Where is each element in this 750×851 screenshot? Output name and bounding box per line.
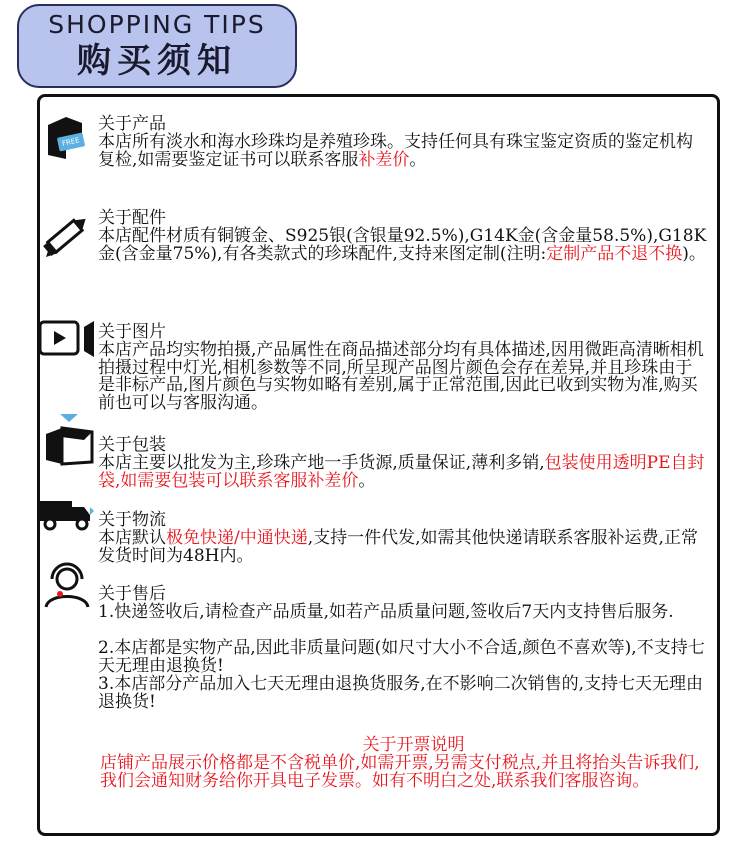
delivery-truck-icon — [38, 497, 94, 533]
invoice-section — [100, 736, 707, 790]
section-logistics-heading: 关于物流 — [98, 510, 166, 530]
after-sales-line-2: 2.本店都是实物产品,因此非质量问题(如尺寸大小不合适,颜色不喜欢等),不支持七天无理由退换货! — [98, 638, 705, 676]
video-play-icon — [38, 319, 96, 359]
section-product-text: 本店所有淡水和海水珍珠均是养殖珍珠。支持任何具有珠宝鉴定资质的鉴定机构复检,如需要鉴定证书可以联系客服补差价。 — [98, 132, 693, 170]
after-sales-line-1: 1.快递签收后,请检查产品质量,如若产品质量问题,签收后7天内支持售后服务. — [98, 602, 674, 622]
tips-panel — [37, 94, 720, 836]
invoice-title: 关于开票说明 — [362, 735, 465, 755]
section-packaging-heading: 关于包装 — [98, 435, 166, 455]
section-packaging-text: 本店主要以批发为主,珍珠产地一手货源,质量保证,薄利多销,包装使用透明PE自封袋,如需要包装可以联系客服补差价。 — [98, 453, 705, 491]
invoice-text: 店铺产品展示价格都是不含税单价,如需开票,另需支付税点,并且将抬头告诉我们,我们会通知财务给你开具电子发票。如有不明白之处,联系我们客服咨询。 — [100, 753, 700, 791]
section-after-sales-heading: 关于售后 — [98, 584, 166, 604]
shopping-tips-banner — [17, 4, 297, 88]
section-images-heading: 关于图片 — [98, 322, 166, 342]
highlight-text: 定制产品不退不换 — [546, 243, 683, 264]
customer-service-icon — [40, 559, 94, 611]
package-icon — [42, 412, 96, 470]
highlight-text: 包装使用透明PE自封袋,如需要包装可以联系客服补差价 — [98, 453, 705, 491]
banner-title-en: SHOPPING TIPS — [48, 10, 266, 39]
section-images-text: 本店产品均实物拍摄,产品属性在商品描述部分均有具体描述,因用微距高清晰相机拍摄过程中灯光,相机参数等不同,所呈现产品图片颜色会存在差异,并且珍珠由于是非标产品,图片颜色与实物如略有差别,属于正常范围,因此已收到实物为准,购买前也可以与客服沟通。 — [98, 340, 704, 413]
section-product-heading: 关于产品 — [98, 114, 166, 134]
section-accessories-text: 本店配件材质有铜镀金、S925银(含银量92.5%),G14K金(含金量58.5%),G18K金(含金量75%),有各类款式的珍珠配件,支持来图定制(注明:定制产品不退不换)。 — [98, 226, 707, 264]
pencil-icon — [40, 209, 92, 263]
section-accessories-heading: 关于配件 — [98, 208, 166, 228]
section-logistics-text: 本店默认极免快递/中通快递,支持一件代发,如需其他快递请联系客服补运费,正常发货时间为48H内。 — [98, 528, 698, 566]
svg-text:FREE: FREE — [61, 136, 81, 148]
highlight-text: 极免快递/中通快递 — [166, 528, 308, 548]
banner-title-cn: 购买须知 — [77, 41, 237, 81]
free-shipping-box-icon — [44, 115, 90, 163]
highlight-text: 补差价 — [358, 149, 410, 170]
after-sales-line-3: 3.本店部分产品加入七天无理由退换货服务,在不影响二次销售的,支持七天无理由退换货! — [98, 674, 704, 712]
